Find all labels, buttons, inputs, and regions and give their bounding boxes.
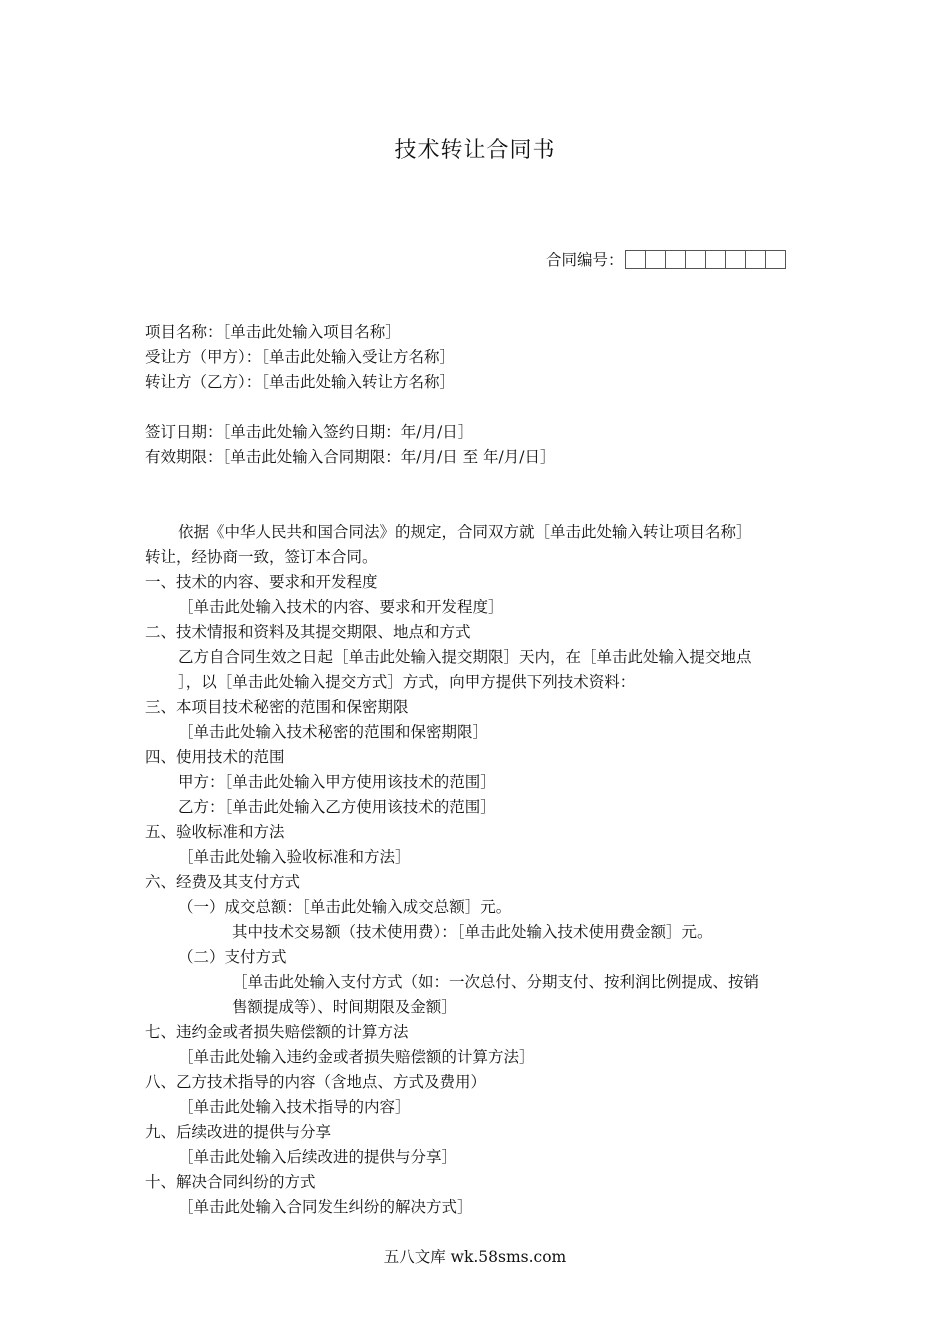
- section-heading: 三、本项目技术秘密的范围和保密期限: [145, 698, 409, 716]
- subsection-text[interactable]: （一）成交总额：［单击此处输入成交总额］元。: [178, 898, 512, 916]
- contract-number-label: 合同编号：: [546, 251, 624, 269]
- section-heading: 八、乙方技术指导的内容（含地点、方式及费用）: [145, 1073, 487, 1091]
- digit-box[interactable]: [665, 250, 686, 269]
- document-title: 技术转让合同书: [394, 138, 556, 163]
- intro-line-1: 依据《中华人民共和国合同法》的规定，合同双方就［单击此处输入转让项目名称］: [178, 523, 752, 541]
- digit-box[interactable]: [765, 250, 786, 269]
- section-text[interactable]: 乙方：［单击此处输入乙方使用该技术的范围］: [178, 798, 496, 816]
- digit-box[interactable]: [625, 250, 646, 269]
- section-text[interactable]: 甲方：［单击此处输入甲方使用该技术的范围］: [178, 773, 496, 791]
- section-heading: 五、验收标准和方法: [145, 823, 285, 841]
- section-heading: 六、经费及其支付方式: [145, 873, 301, 891]
- section-placeholder[interactable]: ［单击此处输入验收标准和方法］: [178, 848, 411, 866]
- section-placeholder[interactable]: ［单击此处输入技术的内容、要求和开发程度］: [178, 598, 504, 616]
- section-heading: 二、技术情报和资料及其提交期限、地点和方式: [145, 623, 471, 641]
- digit-box[interactable]: [645, 250, 666, 269]
- section-text[interactable]: ］，以［单击此处输入提交方式］方式，向甲方提供下列技术资料：: [178, 673, 636, 691]
- section-placeholder[interactable]: ［单击此处输入合同发生纠纷的解决方式］: [178, 1198, 473, 1216]
- subsection-text[interactable]: 售额提成等）、时间期限及金额］: [232, 998, 457, 1016]
- contract-number: [546, 248, 786, 270]
- digit-box[interactable]: [705, 250, 726, 269]
- intro-line-2: 转让，经协商一致，签订本合同。: [145, 548, 378, 566]
- section-heading: 一、技术的内容、要求和开发程度: [145, 573, 378, 591]
- digit-box[interactable]: [745, 250, 766, 269]
- section-heading: 七、违约金或者损失赔偿额的计算方法: [145, 1023, 409, 1041]
- subsection-text[interactable]: 其中技术交易额（技术使用费）：［单击此处输入技术使用费金额］元。: [232, 923, 713, 941]
- section-placeholder[interactable]: ［单击此处输入技术指导的内容］: [178, 1098, 411, 1116]
- project-name-line[interactable]: 项目名称：［单击此处输入项目名称］: [145, 323, 401, 341]
- section-text[interactable]: 乙方自合同生效之日起［单击此处输入提交期限］天内，在［单击此处输入提交地点: [178, 648, 752, 666]
- section-placeholder[interactable]: ［单击此处输入技术秘密的范围和保密期限］: [178, 723, 489, 741]
- subsection-text[interactable]: ［单击此处输入支付方式（如：一次总付、分期支付、按利润比例提成、按销: [232, 973, 760, 991]
- contract-number-boxes[interactable]: [626, 250, 786, 269]
- digit-box[interactable]: [725, 250, 746, 269]
- page-footer: 五八文库 wk.58sms.com: [383, 1248, 567, 1266]
- section-heading: 十、解决合同纠纷的方式: [145, 1173, 316, 1191]
- section-placeholder[interactable]: ［单击此处输入违约金或者损失赔偿额的计算方法］: [178, 1048, 535, 1066]
- section-placeholder[interactable]: ［单击此处输入后续改进的提供与分享］: [178, 1148, 458, 1166]
- validity-line[interactable]: 有效期限：［单击此处输入合同期限：年/月/日 至 年/月/日］: [145, 448, 556, 466]
- section-heading: 九、后续改进的提供与分享: [145, 1123, 332, 1141]
- sign-date-line[interactable]: 签订日期：［单击此处输入签约日期：年/月/日］: [145, 423, 474, 441]
- party-b-line[interactable]: 转让方（乙方）：［单击此处输入转让方名称］: [145, 373, 456, 391]
- digit-box[interactable]: [685, 250, 706, 269]
- party-a-line[interactable]: 受让方（甲方）：［单击此处输入受让方名称］: [145, 348, 456, 366]
- subsection-heading: （二）支付方式: [178, 948, 287, 966]
- section-heading: 四、使用技术的范围: [145, 748, 285, 766]
